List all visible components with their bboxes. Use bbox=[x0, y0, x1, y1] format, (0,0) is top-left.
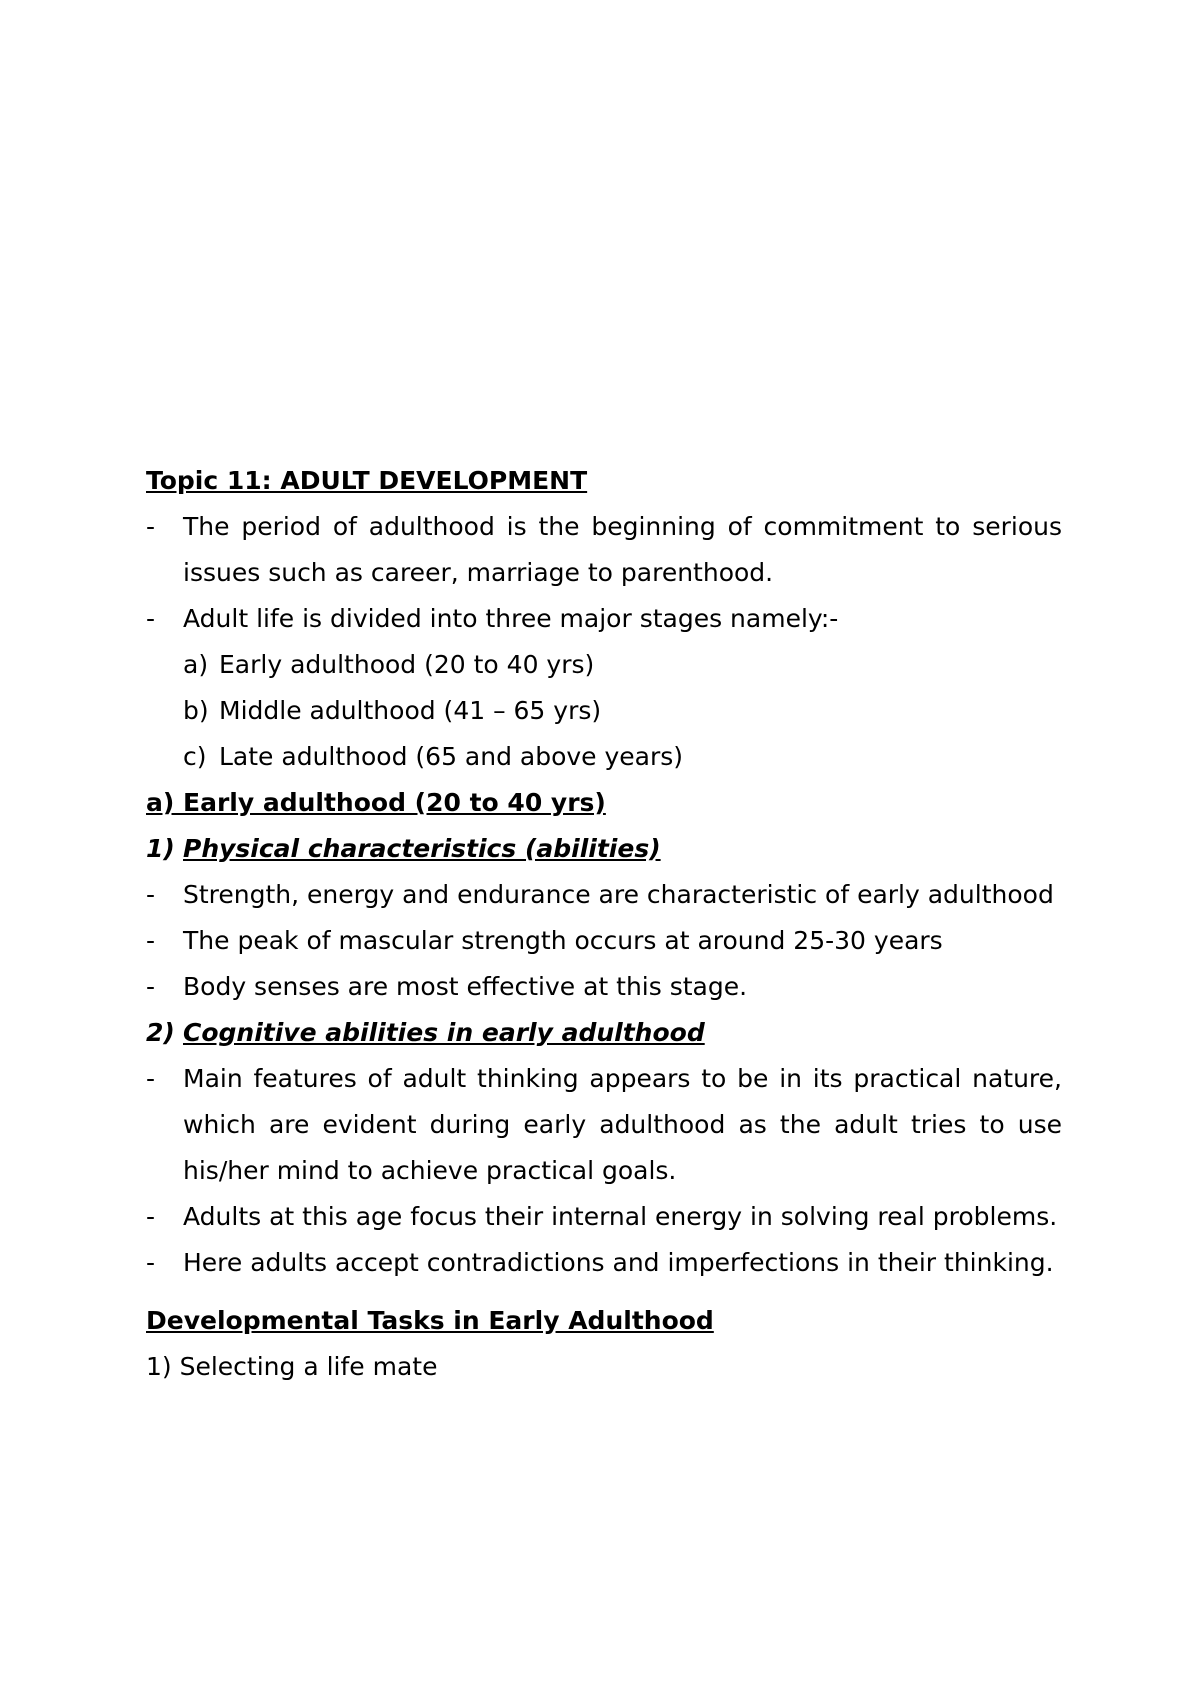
bullet-item bbox=[146, 872, 1062, 918]
bullet-text: The peak of mascular strength occurs at around 25-30 years bbox=[183, 926, 943, 955]
spacer bbox=[146, 1286, 1062, 1298]
bullet-dash: - bbox=[146, 512, 156, 541]
bullet-dash: - bbox=[146, 972, 156, 1001]
stage-letter: c) bbox=[183, 742, 207, 771]
stage-text: Early adulthood (20 to 40 yrs) bbox=[219, 650, 595, 679]
section-number: 1) bbox=[146, 834, 175, 863]
bullet-dash: - bbox=[146, 604, 156, 633]
bullet-item bbox=[146, 1240, 1062, 1286]
bullet-text: Main features of adult thinking appears to be in its practical nature, which are evident during early adulthood as the adult tries to use his/her mind to achieve practical goals. bbox=[183, 1064, 1062, 1185]
bullet-item bbox=[146, 918, 1062, 964]
bullet-dash: - bbox=[146, 1064, 156, 1093]
bullet-text: Adult life is divided into three major stages namely:- bbox=[183, 604, 839, 633]
early-adulthood-heading: a) Early adulthood (20 to 40 yrs) bbox=[146, 788, 606, 817]
stage-letter: a) bbox=[183, 650, 209, 679]
section-title: Cognitive abilities in early adulthood bbox=[183, 1018, 705, 1047]
section-title: Physical characteristics (abilities) bbox=[183, 834, 661, 863]
topic-heading: Topic 11: ADULT DEVELOPMENT bbox=[146, 466, 588, 495]
stage-letter: b) bbox=[183, 696, 209, 725]
section-number: 2) bbox=[146, 1018, 175, 1047]
bullet-item bbox=[146, 964, 1062, 1010]
bullet-dash: - bbox=[146, 880, 156, 909]
document-page bbox=[146, 458, 1062, 1390]
bullet-dash: - bbox=[146, 1202, 156, 1231]
stage-text: Middle adulthood (41 – 65 yrs) bbox=[219, 696, 602, 725]
bullet-item bbox=[146, 596, 1062, 642]
physical-heading bbox=[146, 826, 1062, 872]
bullet-item bbox=[146, 504, 1062, 596]
bullet-text: Strength, energy and endurance are characteristic of early adulthood bbox=[183, 880, 1054, 909]
stage-item bbox=[146, 642, 1062, 688]
stage-item bbox=[146, 734, 1062, 780]
bullet-text: Here adults accept contradictions and imperfections in their thinking. bbox=[183, 1248, 1054, 1277]
tasks-heading: Developmental Tasks in Early Adulthood bbox=[146, 1306, 714, 1335]
stage-item bbox=[146, 688, 1062, 734]
bullet-text: Body senses are most effective at this stage. bbox=[183, 972, 748, 1001]
task-item: 1) Selecting a life mate bbox=[146, 1352, 438, 1381]
stage-text: Late adulthood (65 and above years) bbox=[219, 742, 684, 771]
bullet-item bbox=[146, 1056, 1062, 1194]
bullet-text: The period of adulthood is the beginning of commitment to serious issues such as career, marriage to parenthood. bbox=[183, 512, 1062, 587]
bullet-dash: - bbox=[146, 1248, 156, 1277]
bullet-item bbox=[146, 1194, 1062, 1240]
bullet-dash: - bbox=[146, 926, 156, 955]
cognitive-heading bbox=[146, 1010, 1062, 1056]
bullet-text: Adults at this age focus their internal energy in solving real problems. bbox=[183, 1202, 1058, 1231]
